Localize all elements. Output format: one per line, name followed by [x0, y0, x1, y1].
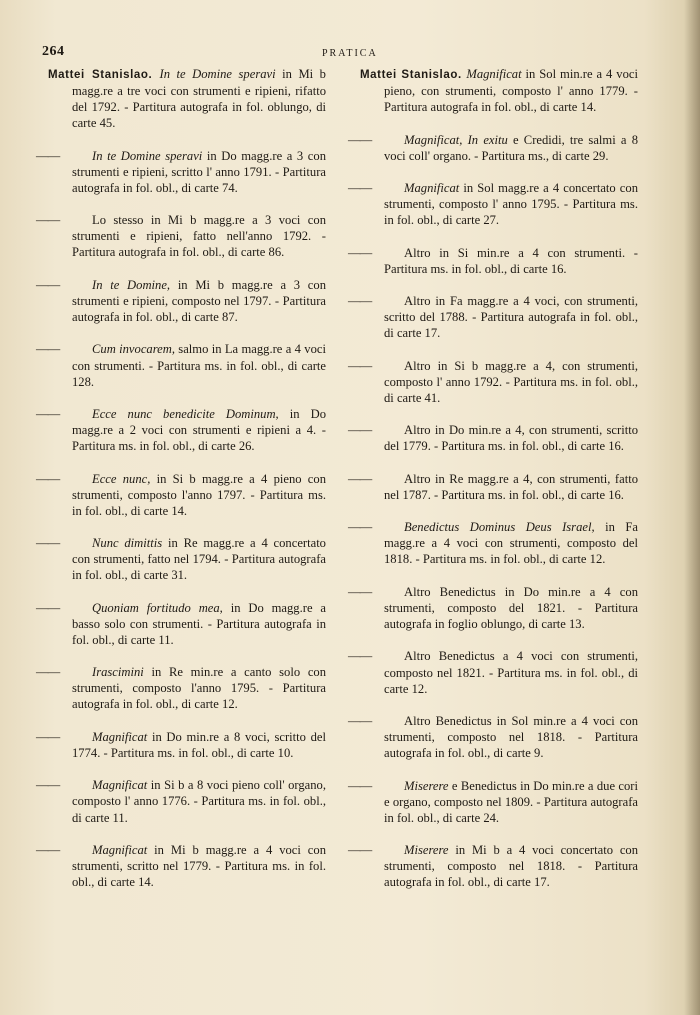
entry-dash: —— [36, 406, 60, 421]
entry-dash: —— [348, 245, 372, 260]
work-title: In te Domine, [92, 277, 171, 292]
work-title: Magnificat [466, 67, 522, 81]
entry-dash: —— [36, 600, 60, 615]
work-title: Magnificat [92, 729, 148, 744]
entry-dash: —— [36, 148, 60, 163]
entry-description: in Do magg.re a 3 con strumenti e ripieni, scritto l' anno 1791. - Partitura autografa in fol. obl., di carte 74. [72, 148, 326, 195]
entry-dash: —— [348, 584, 372, 599]
entry-dash: —— [36, 842, 60, 857]
work-title: Benedictus Dominus Deus Israel, [404, 520, 595, 535]
work-title: Magnificat [404, 181, 460, 196]
work-title: Magnificat [92, 842, 148, 857]
entry-dash: —— [348, 471, 372, 486]
catalog-entry [48, 66, 326, 131]
work-title: Miserere [404, 778, 449, 793]
catalog-entry [348, 471, 638, 503]
entry-dash: —— [348, 649, 372, 664]
work-title: Magnificat, In exitu [404, 132, 508, 147]
work-title: Cum invocarem, [92, 342, 175, 357]
catalog-entry [36, 406, 326, 454]
entry-description: Altro Benedictus in Do min.re a 4 con strumenti, composto del 1821. - Partitura autografa in foglio oblungo, di carte 13. [384, 584, 638, 632]
catalog-entry [348, 358, 638, 406]
entry-description: Altro in Si b magg.re a 4, con strumenti, composto l' anno 1792. - Partitura ms. in fol. obl., di carte 41. [384, 358, 638, 405]
entry-description: Lo stesso in Mi b magg.re a 3 voci con strumenti e ripieni, fatto nell'anno 1792. - Partitura autografa in fol. obl., di carte 86. [72, 213, 326, 260]
entry-description: in Do magg.re a basso solo con strumenti. - Partitura autografa in fol. obl., di carte 11. [72, 600, 326, 647]
entry-description: in Fa magg.re a 4 voci con strumenti, composto del 1818. - Partitura ms. in fol. obl., di carte 12. [384, 520, 638, 567]
catalog-entry [348, 180, 638, 228]
catalog-entry [360, 66, 638, 115]
catalog-entry [36, 341, 326, 389]
entry-description: in Re min.re a canto solo con strumenti, composto l'anno 1795. - Partitura autografa in fol. obl., di carte 12. [72, 665, 326, 712]
catalog-entry [36, 664, 326, 712]
page-edge-shadow [684, 0, 700, 1015]
catalog-entry [36, 600, 326, 648]
work-title: Ecce nunc, [92, 471, 151, 486]
catalog-entry [348, 519, 638, 567]
catalog-entry [36, 535, 326, 583]
entry-description: in Si b a 8 voci pieno coll' organo, composto l' anno 1776. - Partitura ms. in fol. obl., di carte 11. [72, 778, 326, 825]
entry-description: in Mi b magg.re a tre voci con strumenti e ripieni, rifatto del 1792. - Partitura autografa in fol. oblungo, di carte 45. [72, 67, 326, 131]
entry-dash: —— [36, 342, 60, 357]
entry-dash: —— [348, 423, 372, 438]
entry-description: Altro in Fa magg.re a 4 voci, con strumenti, scritto del 1788. - Partitura autografa in fol. obl., di carte 17. [384, 294, 638, 341]
entry-description: e Benedictus in Do min.re a due cori e organo, composto nel 1809. - Partitura autografa in fol. obl., di carte 24. [384, 778, 638, 825]
entry-description: Altro in Si min.re a 4 con strumenti. - Partitura ms. in fol. obl., di carte 16. [384, 245, 638, 276]
work-title: Magnificat [92, 778, 148, 793]
composer-name: Mattei Stanislao. [360, 69, 467, 81]
entry-description: in Mi b magg.re a 4 voci con strumenti, scritto nel 1779. - Partitura ms. in fol. obl., di carte 14. [72, 842, 326, 890]
right-column [348, 66, 638, 907]
entry-dash: —— [36, 665, 60, 680]
entry-dash: —— [36, 213, 60, 228]
work-title: Ecce nunc benedicite Dominum, [92, 406, 279, 421]
entry-dash: —— [348, 294, 372, 309]
entry-description: Altro in Do min.re a 4, con strumenti, scritto del 1779. - Partitura ms. in fol. obl., di carte 16. [384, 423, 638, 454]
work-title: In te Domine speravi [159, 67, 276, 81]
entry-description: in Mi b a 4 voci concertato con strumenti, composto nel 1818. - Partitura autografa in fol. obl., di carte 17. [384, 843, 638, 890]
entry-description: salmo in La magg.re a 4 voci con strumenti. - Partitura ms. in fol. obl., di carte 128. [72, 342, 326, 389]
left-column [36, 66, 326, 907]
entry-description: in Re magg.re a 4 concertato con strumenti, fatto nel 1794. - Partitura autografa in fol. obl., di carte 31. [72, 536, 326, 583]
running-title: PRATICA [322, 48, 378, 59]
entry-dash: —— [36, 471, 60, 486]
composer-name: Mattei Stanislao. [48, 69, 160, 81]
entry-dash: —— [348, 843, 372, 858]
catalog-entry [348, 245, 638, 277]
entry-description: Altro in Re magg.re a 4, con strumenti, fatto nel 1787. - Partitura ms. in fol. obl., di carte 16. [384, 471, 638, 502]
catalog-entry [36, 148, 326, 196]
entry-dash: —— [348, 181, 372, 196]
catalog-entry [36, 277, 326, 325]
work-title: Quoniam fortitudo mea, [92, 600, 223, 615]
entry-description: in Do min.re a 8 voci, scritto del 1774. - Partitura ms. in fol. obl., di carte 10. [72, 729, 326, 760]
entry-description: e Credidi, tre salmi a 8 voci coll' organo. - Partitura ms., di carte 29. [384, 132, 638, 163]
catalog-entry [36, 729, 326, 761]
entry-dash: —— [36, 778, 60, 793]
catalog-entry [36, 471, 326, 519]
catalog-entry [348, 713, 638, 761]
entry-dash: —— [348, 358, 372, 373]
entry-dash: —— [348, 713, 372, 728]
entry-description: Altro Benedictus in Sol min.re a 4 voci con strumenti, composto nel 1818. - Partitura autografa in fol. obl., di carte 9. [384, 713, 638, 761]
catalog-entry [348, 842, 638, 890]
entry-description: Altro Benedictus a 4 voci con strumenti, composto nel 1821. - Partitura ms. in fol. obl., di carte 12. [384, 649, 638, 696]
work-title: Miserere [404, 843, 449, 858]
work-title: Nunc dimittis [92, 536, 163, 551]
catalog-entry [36, 212, 326, 260]
page-number: 264 [42, 44, 65, 59]
work-title: In te Domine speravi [92, 148, 203, 163]
entry-description: in Mi b magg.re a 3 con strumenti e ripieni, composto nel 1797. - Partitura autografa in fol. obl., di carte 87. [72, 277, 326, 325]
page-header [42, 44, 642, 64]
entry-description: in Si b magg.re a 4 pieno con strumenti, composto l'anno 1797. - Partitura ms. in fol. obl., di carte 14. [72, 471, 326, 518]
entry-dash: —— [36, 536, 60, 551]
catalog-entry [36, 842, 326, 890]
entry-dash: —— [36, 729, 60, 744]
entry-description: in Sol magg.re a 4 concertato con strumenti, composto l' anno 1795. - Partitura ms. in fol. obl., di carte 27. [384, 181, 638, 228]
catalog-entry [348, 132, 638, 164]
catalog-entry [36, 777, 326, 825]
entry-description: in Sol min.re a 4 voci pieno, con strumenti, composto l' anno 1779. - Partitura autografa in fol. obl., di carte 14. [384, 67, 638, 115]
entry-description: in Do magg.re a 2 voci con strumenti e ripieni a 4. - Partitura ms. in fol. obl., di carte 26. [72, 406, 326, 454]
entry-dash: —— [348, 520, 372, 535]
catalog-entry [348, 778, 638, 826]
catalog-entry [348, 584, 638, 632]
entry-dash: —— [348, 132, 372, 147]
work-title: Irascimini [92, 665, 144, 680]
catalog-entry [348, 422, 638, 454]
entry-dash: —— [348, 778, 372, 793]
entry-dash: —— [36, 277, 60, 292]
catalog-entry [348, 293, 638, 341]
catalog-entry [348, 648, 638, 696]
